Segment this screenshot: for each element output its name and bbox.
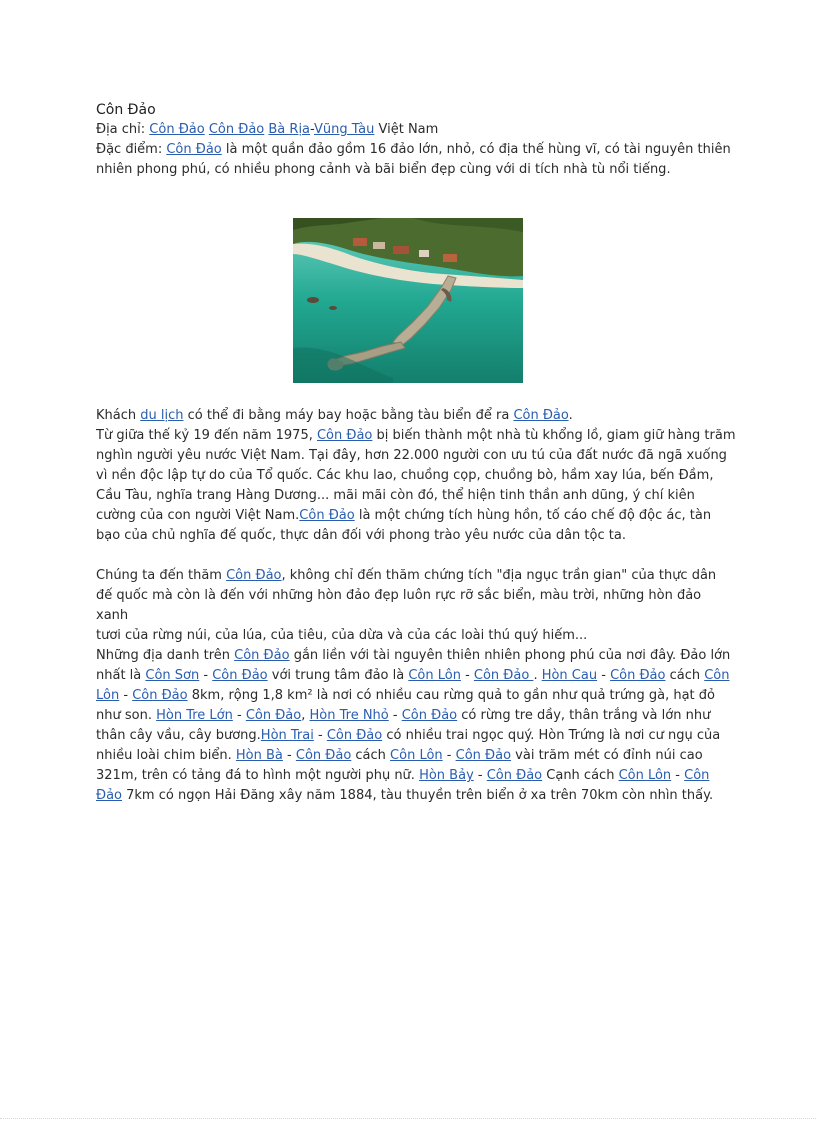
text: là một chứng tích hùng hồn, tố cáo chế độ độc ác, tàn bạo của chủ nghĩa đế quốc, thực dân đối với phong trào yêu nước của dân tộc ta. [96,508,712,543]
link-con-lon[interactable]: Côn Lôn [96,668,730,703]
text: Khách [96,408,141,423]
separator: - [597,668,611,683]
link-con-dao[interactable]: Côn Đảo [326,728,383,743]
link-con-dao[interactable]: Côn Đảo [455,748,512,763]
text: Từ giữa thế kỷ 19 đến năm 1975, [96,428,317,443]
link-con-dao[interactable]: Côn Đảo [96,768,710,803]
link-con-son[interactable]: Côn Sơn [145,668,200,683]
page-bottom-border [0,1118,816,1119]
link-du-lich[interactable]: du lịch [140,408,184,423]
link-con-dao[interactable]: Côn Đảo [234,648,290,663]
text: tươi của rừng núi, của lúa, của tiêu, của dừa và của các loài thú quý hiếm... [96,628,588,643]
separator: - [282,748,296,763]
link-con-lon[interactable]: Côn Lôn [408,668,461,683]
link-con-dao[interactable]: Côn Đảo [212,668,268,683]
text: , [301,708,310,723]
features-paragraph [96,140,736,180]
link-con-dao[interactable]: Côn Đảo [208,122,265,137]
link-con-dao[interactable]: Côn Đảo [226,568,282,583]
link-con-dao[interactable]: Côn Đảo [166,142,222,157]
link-con-dao[interactable]: Côn Đảo [149,122,205,137]
separator: - [671,768,685,783]
text: bị biến thành một nhà tù khổng lồ, giam giữ hàng trăm nghìn người yêu nước Việt Nam. Tại đây, hơn 22.000 người con ưu tú của đất nước đã ngã xuống vì nền độc lập tự do của Tổ quốc. Các khu lao, chuồng cọp, chuồng bò, hầm xay lúa, bến Đầm, Cầu Tàu, nghĩa trang Hàng Dương... mãi mãi còn đó, thể hiện tinh thần anh dũng, ý chí kiên cường của con người Việt Nam. [96,428,736,523]
link-con-dao[interactable]: Côn Đảo [401,708,458,723]
document-body [96,100,736,806]
link-con-dao[interactable]: Côn Đảo [473,668,534,683]
link-con-dao[interactable]: Côn Đảo [295,748,352,763]
link-hon-tre-lon[interactable]: Hòn Tre Lớn [156,708,233,723]
link-ba-ria[interactable]: Bà Rịa [268,122,311,137]
link-vung-tau[interactable]: Vũng Tàu [313,122,375,137]
text: gắn liền với tài nguyên thiên nhiên phong phú của nơi đây. Đảo lớn nhất là [96,648,731,683]
address-label: Địa chỉ: [96,122,150,137]
separator: - [232,708,246,723]
separator: - [310,122,314,137]
link-con-dao[interactable]: Côn Đảo [610,668,666,683]
text: Cạnh cách [542,768,619,783]
text: cách [665,668,705,683]
text: . [533,668,542,683]
travel-history-paragraph [96,406,736,546]
separator: - [460,668,474,683]
islands-paragraph [96,566,736,806]
text: cách [351,748,391,763]
separator: - [313,728,327,743]
link-hon-trai[interactable]: Hòn Trai [260,728,314,743]
features-text: là một quần đảo gồm 16 đảo lớn, nhỏ, có địa thế hùng vĩ, có tài nguyên thiên nhiên phong phú, có nhiều phong cảnh và bãi biển đẹp cùng với di tích nhà tù nổi tiếng. [96,142,731,177]
link-hon-ba[interactable]: Hòn Bà [235,748,283,763]
text: Chúng ta đến thăm [96,568,227,583]
link-con-dao[interactable]: Côn Đảo [299,508,355,523]
text: Những địa danh trên [96,648,235,663]
separator: - [199,668,213,683]
text: có thể đi bằng máy bay hoặc bằng tàu biển để ra [183,408,514,423]
address-line [96,120,736,140]
country-text: Việt Nam [374,122,439,137]
separator: - [442,748,456,763]
link-hon-bay[interactable]: Hòn Bảy [419,768,474,783]
pier-photo-illustration [293,218,523,383]
text: , không chỉ đến thăm chứng tích "địa ngục trần gian" của thực dân đế quốc mà còn là đến với những hòn đảo đẹp luôn rực rỡ sắc biển, màu trời, những hòn đảo xanh [96,568,717,623]
link-con-dao[interactable]: Côn Đảo [132,688,188,703]
text: 7km có ngọn Hải Đăng xây năm 1884, tàu thuyền trên biển ở xa trên 70km còn nhìn thấy. [122,788,714,803]
page-title: Côn Đảo [96,102,156,118]
text: có rừng tre dầy, thân trắng và lớn như thân cây vầu, cây bương. [96,708,711,743]
text: vài trăm mét có đỉnh núi cao 321m, trên có tảng đá to hình một người phụ nữ. [96,748,703,783]
text: với trung tâm đảo là [267,668,409,683]
link-con-dao[interactable]: Côn Đảo [513,408,569,423]
separator: - [119,688,133,703]
separator: - [473,768,487,783]
link-con-lon[interactable]: Côn Lôn [390,748,443,763]
link-con-dao[interactable]: Côn Đảo [316,428,373,443]
link-hon-cau[interactable]: Hòn Cau [541,668,598,683]
text: . [568,408,573,423]
separator: - [388,708,402,723]
link-con-dao[interactable]: Côn Đảo [245,708,302,723]
text: 8km, rộng 1,8 km² là nơi có nhiều cau rừng quả to gần như quả trứng gà, hạt đỏ như son. [96,688,715,723]
link-con-lon[interactable]: Côn Lôn [618,768,672,783]
link-hon-tre-nho[interactable]: Hòn Tre Nhỏ [309,708,389,723]
link-con-dao[interactable]: Côn Đảo [486,768,543,783]
text: có nhiều trai ngọc quý. Hòn Trứng là nơi cư ngụ của nhiều loài chim biển. [96,728,721,763]
island-photo [293,218,523,383]
features-label: Đặc điểm: [96,142,167,157]
